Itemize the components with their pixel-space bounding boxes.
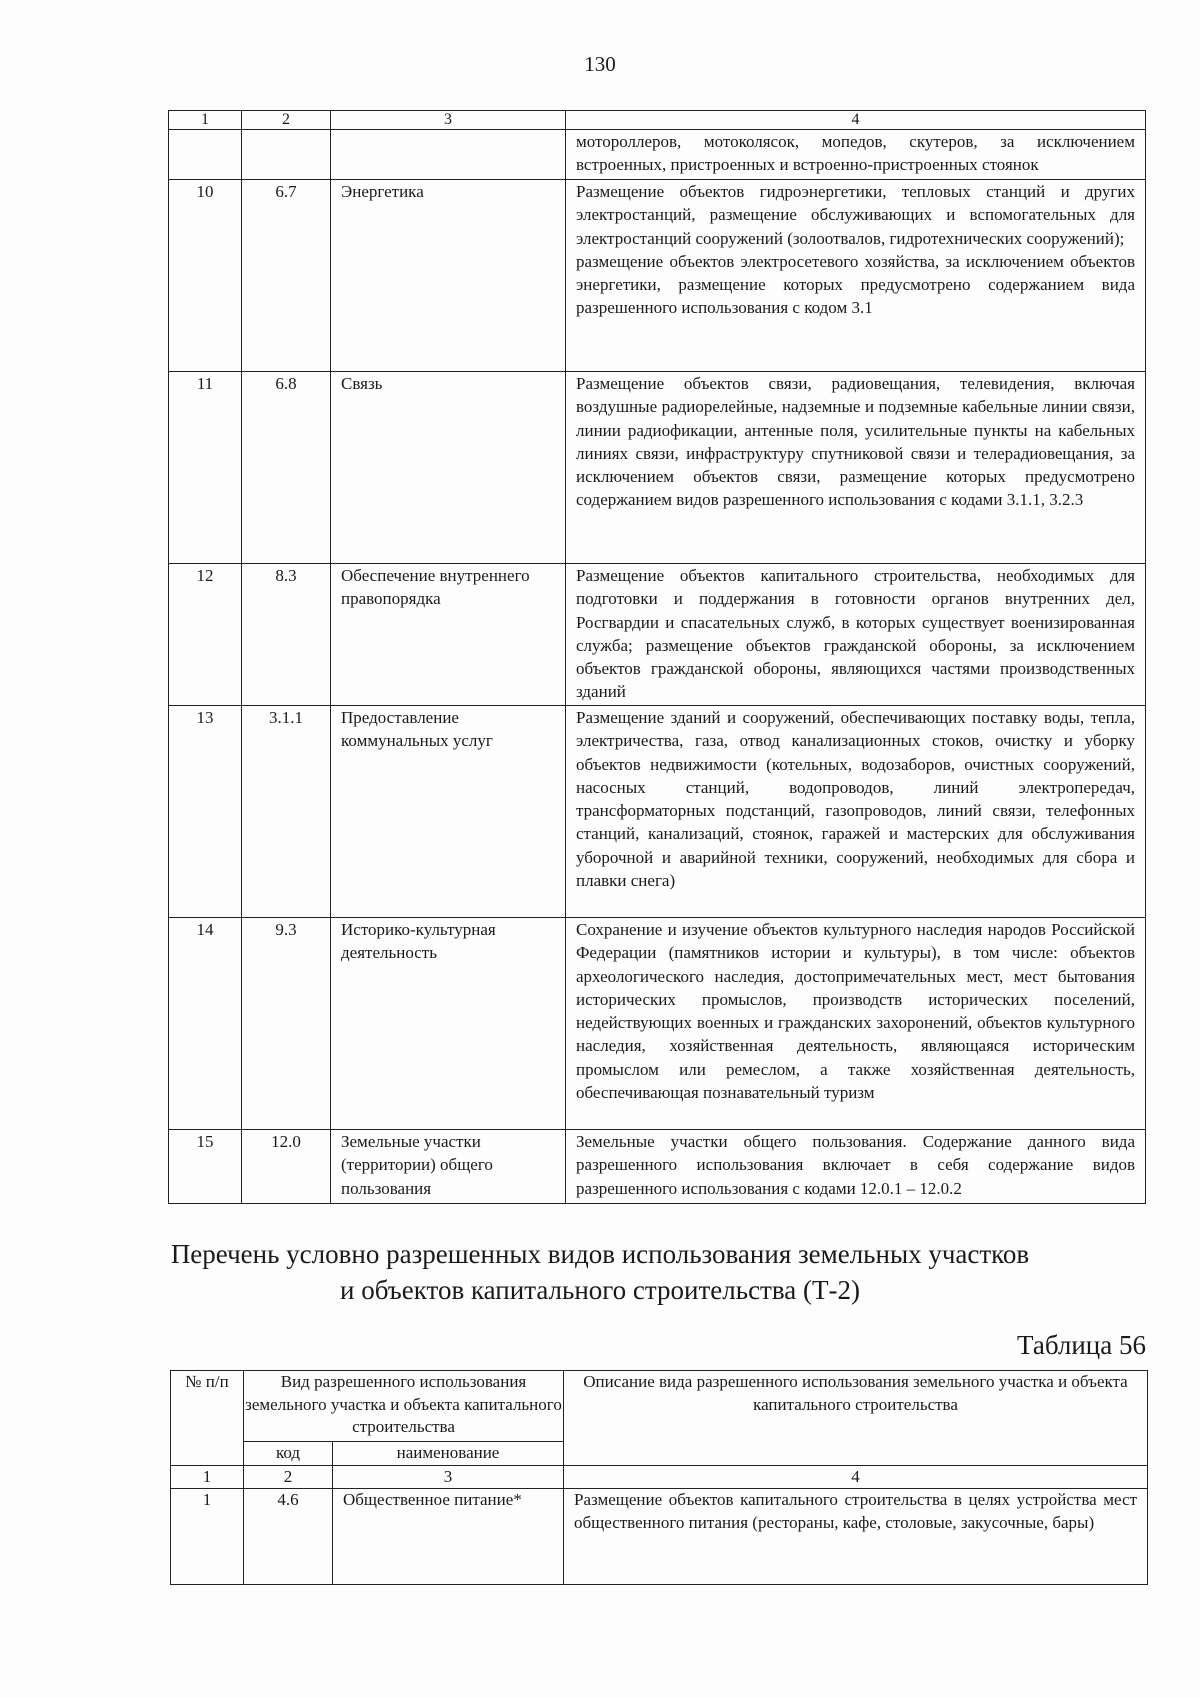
- section-title-line: Перечень условно разрешенных видов использования земельных участков: [170, 1239, 1030, 1269]
- description-paragraph: Размещение объектов гидроэнергетики, тепловых станций и других электростанций, размещение обслуживающих и вспомогательных для электростанций сооружений (золоотвалов, гидротехнических сооружений);: [576, 182, 1135, 248]
- row-number: 13: [169, 706, 242, 918]
- description-paragraph: Размещение зданий и сооружений, обеспечивающих поставку воды, тепла, электричества, газа, отвод канализационных стоков, очистку и уборку объектов недвижимости (котельных, водозаборов, очистных сооружений, насосных станций, водопроводов, линий электропередач, трансформаторных подстанций, газопроводов, линий связи, телефонных станций, канализаций, стоянок, гаражей и мастерских для обслуживания уборочной и аварийной техники, сооружений, необходимых для сбора и плавки снега): [576, 708, 1135, 891]
- land-use-table-continued: [168, 110, 1146, 1204]
- table-row: [169, 564, 1146, 706]
- row-description: [566, 180, 1146, 372]
- row-number: 12: [169, 564, 242, 706]
- table-header-row: [169, 111, 1146, 130]
- header-cell: 1: [169, 111, 242, 130]
- table-row: [171, 1489, 1148, 1585]
- index-cell: 4: [564, 1465, 1148, 1489]
- row-code: 6.7: [242, 180, 331, 372]
- row-description: [566, 372, 1146, 564]
- header-cell: 4: [566, 111, 1146, 130]
- row-name: Общественное питание*: [333, 1489, 564, 1585]
- row-name: Связь: [331, 372, 566, 564]
- row-name: [331, 130, 566, 180]
- row-name: Энергетика: [331, 180, 566, 372]
- index-cell: 3: [333, 1465, 564, 1489]
- description-paragraph: Сохранение и изучение объектов культурного наследия народов Российской Федерации (памятников истории и культуры), в том числе: объектов археологического наследия, достопримечательных мест, мест бытования исторических промыслов, производств исторических поселений, недействующих военных и гражданских захоронений, объектов культурного наследия, хозяйственная деятельность, являющаяся историческим промыслом или ремеслом, а также хозяйственная деятельность, обеспечивающая познавательный туризм: [576, 920, 1135, 1103]
- table-row: [169, 706, 1146, 918]
- row-number: 15: [169, 1130, 242, 1204]
- index-cell: 1: [171, 1465, 244, 1489]
- conditional-land-use-table: [170, 1370, 1148, 1585]
- row-description: [566, 918, 1146, 1130]
- description-paragraph: размещение объектов электросетевого хозяйства, за исключением объектов энергетики, размещение которых предусмотрено содержанием вида разрешенного использования с кодом 3.1: [576, 251, 1135, 318]
- row-number: 10: [169, 180, 242, 372]
- row-code: 9.3: [242, 918, 331, 1130]
- header-cell-name: наименование: [333, 1442, 564, 1466]
- row-number: [169, 130, 242, 180]
- header-cell-number: № п/п: [171, 1371, 244, 1466]
- description-paragraph: мотороллеров, мотоколясок, мопедов, скутеров, за исключением встроенных, пристроенных и встроенно-пристроенных стоянок: [576, 132, 1135, 175]
- row-description: [566, 1130, 1146, 1204]
- row-description: [566, 564, 1146, 706]
- row-code: 4.6: [244, 1489, 333, 1585]
- row-code: 12.0: [242, 1130, 331, 1204]
- row-code: 8.3: [242, 564, 331, 706]
- header-cell: 2: [242, 111, 331, 130]
- row-number: 14: [169, 918, 242, 1130]
- index-cell: 2: [244, 1465, 333, 1489]
- section-title-line: и объектов капитального строительства (Т-2): [340, 1275, 860, 1305]
- header-cell-description: Описание вида разрешенного использования земельного участка и объекта капитального строительства: [564, 1371, 1148, 1466]
- table-row: [169, 1130, 1146, 1204]
- description-paragraph: Земельные участки общего пользования. Содержание данного вида разрешенного использования включает в себя содержание видов разрешенного использования с кодами 12.0.1 – 12.0.2: [576, 1132, 1135, 1198]
- row-name: Обеспечение внутреннего правопорядка: [331, 564, 566, 706]
- row-number: 11: [169, 372, 242, 564]
- header-cell-kind: Вид разрешенного использования земельного участка и объекта капитального строительства: [244, 1371, 564, 1442]
- table-row: [169, 918, 1146, 1130]
- row-description: [566, 130, 1146, 180]
- row-number: 1: [171, 1489, 244, 1585]
- row-name: Земельные участки (территории) общего пользования: [331, 1130, 566, 1204]
- table-row: [169, 372, 1146, 564]
- row-name: Предоставление коммунальных услуг: [331, 706, 566, 918]
- description-paragraph: Размещение объектов связи, радиовещания, телевидения, включая воздушные радиорелейные, надземные и подземные кабельные линии связи, линии радиофикации, антенные поля, усилительные пункты на кабельных линиях связи, инфраструктуру спутниковой связи и телерадиовещания, за исключением объектов связи, размещение которых предусмотрено содержанием видов разрешенного использования с кодами 3.1.1, 3.2.3: [576, 374, 1135, 510]
- table-row: [169, 130, 1146, 180]
- row-name: Историко-культурная деятельность: [331, 918, 566, 1130]
- row-code: 3.1.1: [242, 706, 331, 918]
- header-cell-code: код: [244, 1442, 333, 1466]
- table-index-row: [171, 1465, 1148, 1489]
- row-description: Размещение объектов капитального строительства в целях устройства мест общественного питания (рестораны, кафе, столовые, закусочные, бары): [564, 1489, 1148, 1585]
- table-caption: Таблица 56: [1017, 1330, 1146, 1360]
- section-title: [0, 1236, 1200, 1308]
- page-number: 130: [584, 52, 616, 76]
- table-row: [169, 180, 1146, 372]
- header-cell: 3: [331, 111, 566, 130]
- table-header-row: [171, 1371, 1148, 1442]
- description-paragraph: Размещение объектов капитального строительства, необходимых для подготовки и поддержания в готовности органов внутренних дел, Росгвардии и спасательных служб, в которых существует военизированная служба; размещение объектов гражданской обороны, за исключением объектов гражданской обороны, являющихся частями производственных зданий: [576, 566, 1135, 702]
- row-code: [242, 130, 331, 180]
- row-description: [566, 706, 1146, 918]
- row-code: 6.8: [242, 372, 331, 564]
